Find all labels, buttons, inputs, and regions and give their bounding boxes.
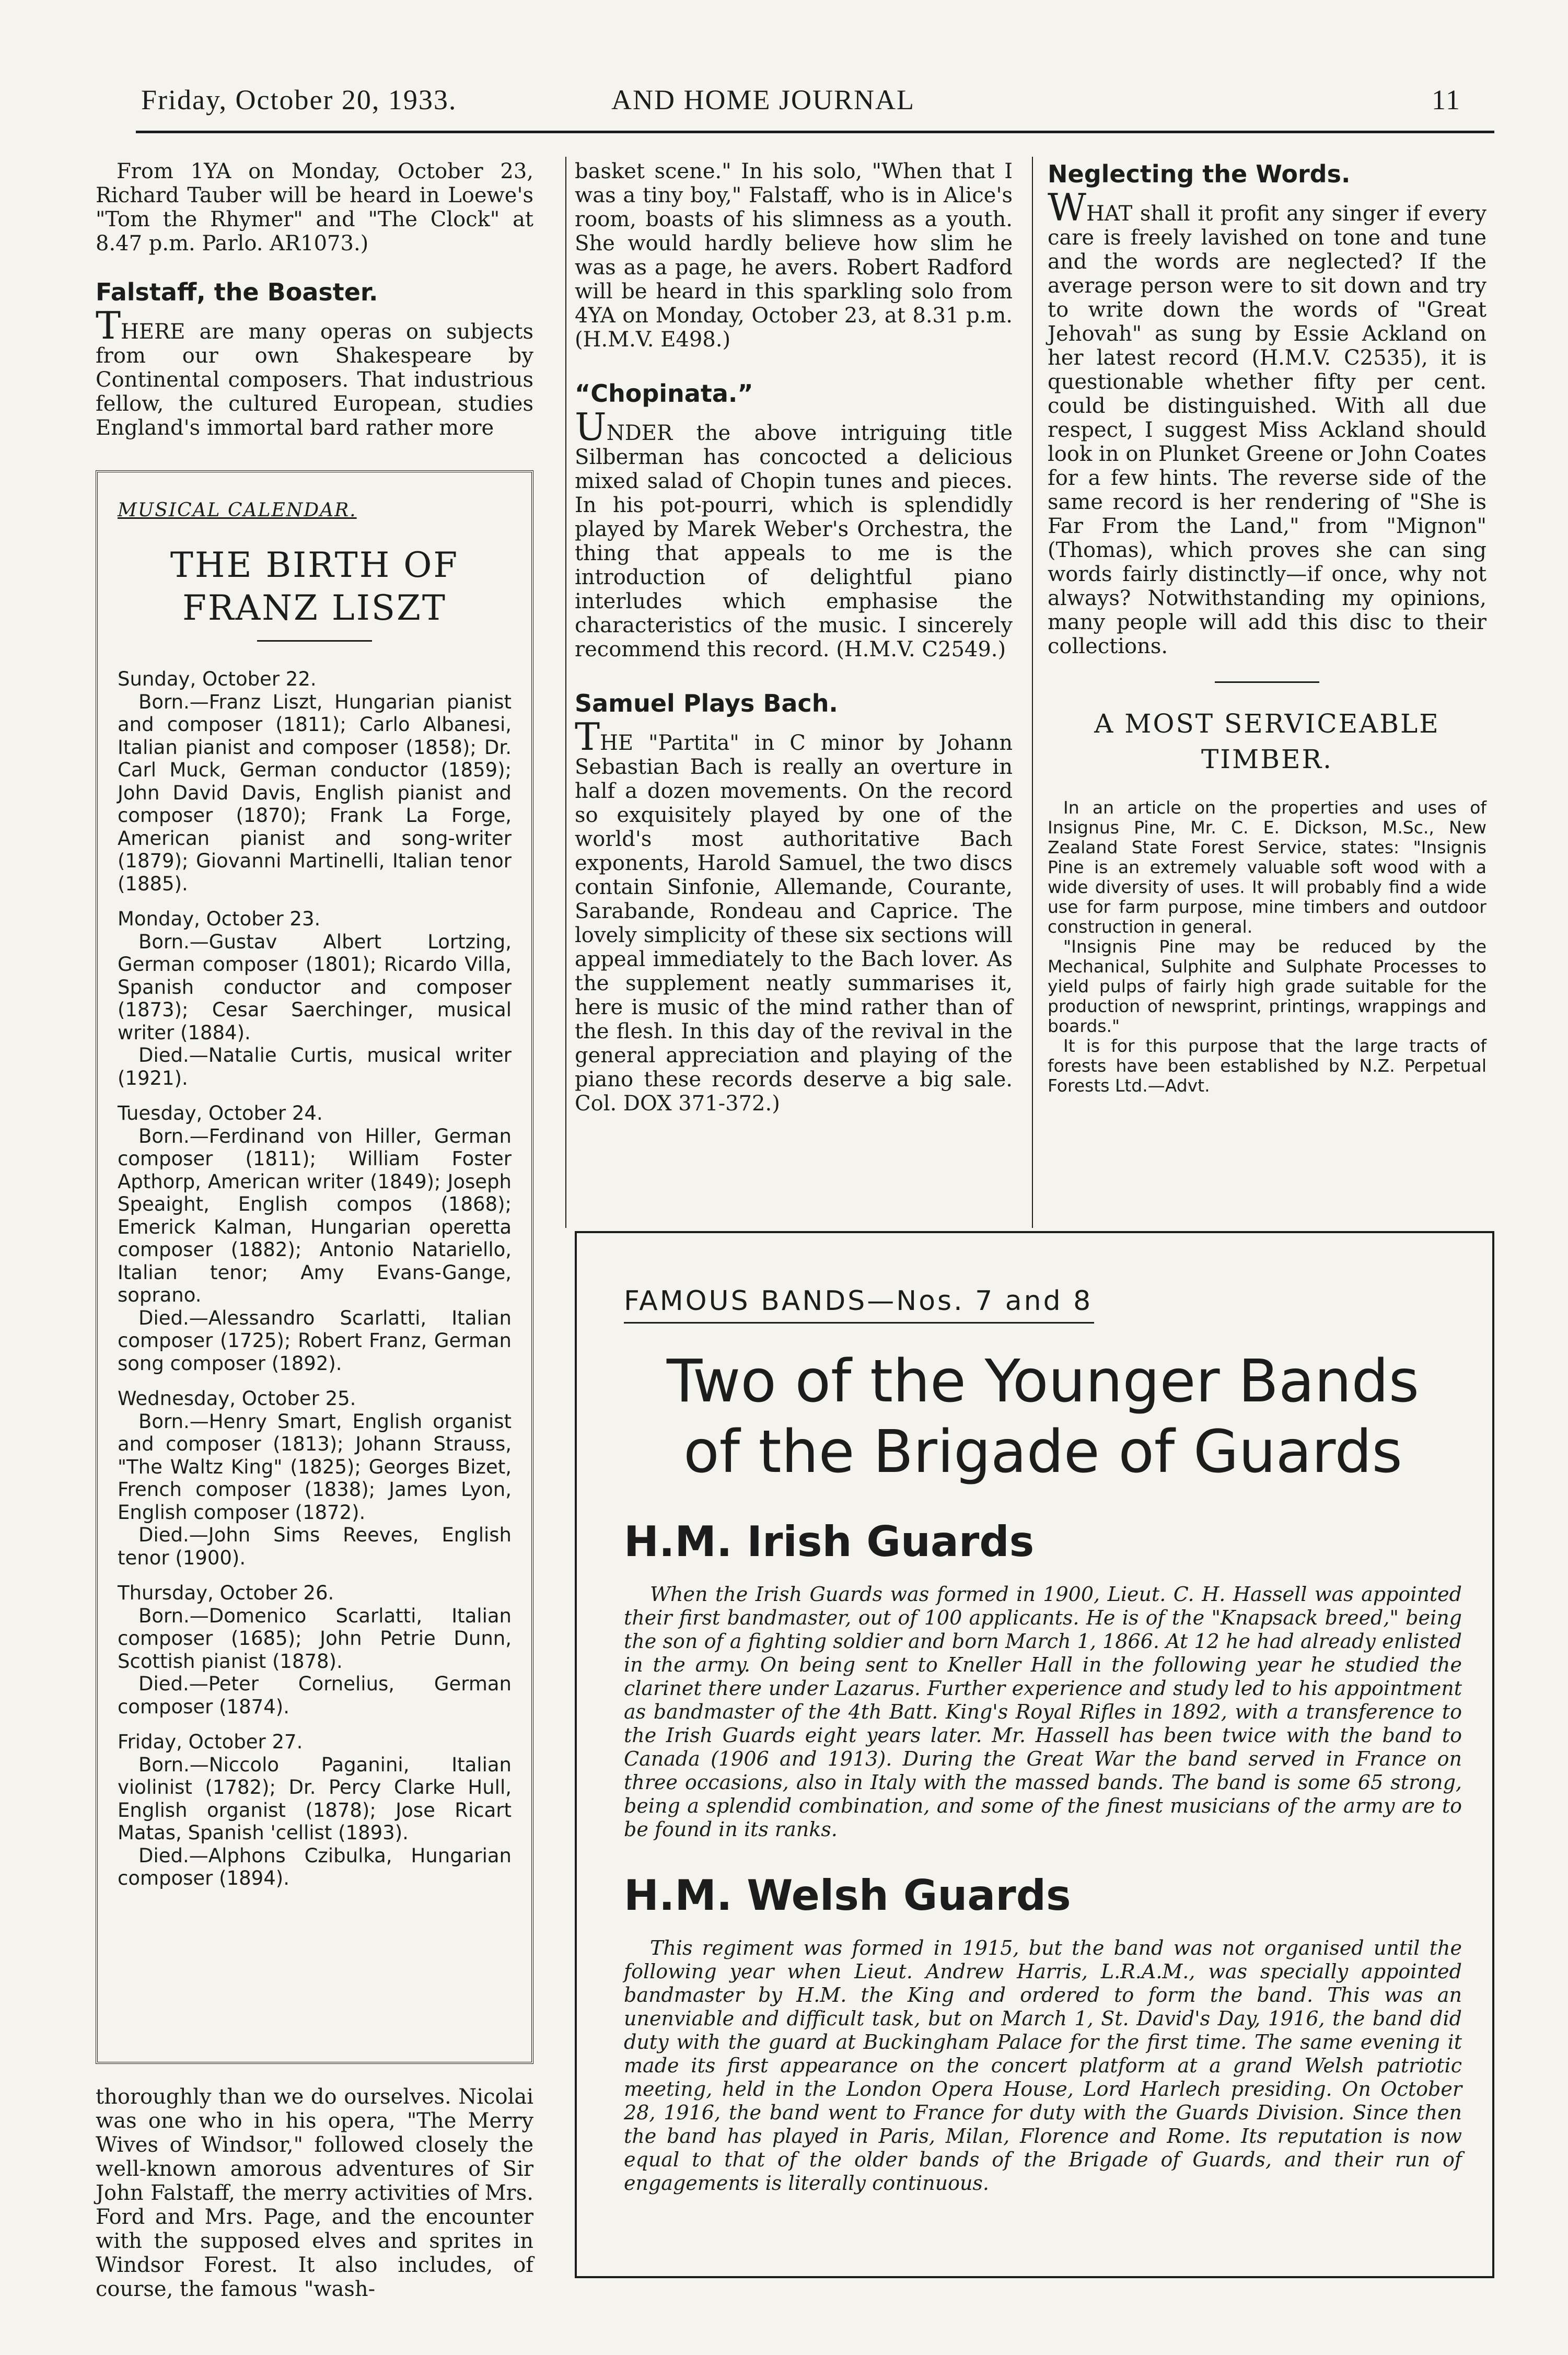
timber-advert-text-2: "Insignis Pine may be reduced by the Mechanical, Sulphite and Sulphate Processes to yield pulps of fairly high grade suitable for the production of newsprint, printings, wrappings and boards."	[1048, 936, 1486, 1036]
famous-bands-box	[575, 1231, 1494, 2278]
bands-title-line1: Two of the Younger Bands	[666, 1348, 1420, 1416]
neglecting-words-heading: Neglecting the Words.	[1048, 160, 1351, 188]
calendar-entry: Died.—Peter Cornelius, German composer (1874).	[118, 1673, 512, 1718]
calendar-title-rule	[257, 640, 372, 642]
calendar-day-heading: Thursday, October 26.	[118, 1582, 334, 1604]
page-header	[141, 84, 1479, 125]
calendar-title-line1: THE BIRTH OF	[170, 545, 459, 585]
header-journal-title: AND HOME JOURNAL	[611, 84, 915, 115]
calendar-entry: Died.—Natalie Curtis, musical writer (1921).	[118, 1044, 512, 1089]
falstaff-heading: Falstaff, the Boaster.	[96, 278, 378, 306]
calendar-day-heading: Wednesday, October 25.	[118, 1387, 356, 1410]
calendar-entry: Died.—Alphons Czibulka, Hungarian composer (1894).	[118, 1844, 512, 1889]
calendar-title-line2: FRANZ LISZT	[182, 588, 447, 628]
calendar-title	[118, 544, 512, 630]
calendar-day-heading: Tuesday, October 24.	[118, 1102, 323, 1124]
column-3	[1048, 159, 1486, 1096]
series-underline	[624, 1322, 1094, 1324]
timber-title-line1: A MOST SERVICEABLE	[1094, 709, 1440, 739]
calendar-entry: Born.—Gustav Albert Lortzing, German composer (1801); Ricardo Villa, Spanish conductor and composer (1873); Cesar Saerchinger, musical writer (1884).	[118, 930, 512, 1044]
header-rule	[136, 131, 1494, 133]
timber-advert-title	[1048, 706, 1486, 777]
column-divider-1	[565, 157, 566, 1228]
welsh-guards-text: This regiment was formed in 1915, but the band was not organised until the following year when Lieut. Andrew Harris, L.R.A.M., was specially appointed bandmaster by H.M. the King and ordered to form the band. This was an unenviable and difficult task, but on March 1, St. David's Day, 1916, the band did duty with the guard at Buckingham Palace for the first time. The same evening it made its first appearance on the concert platform at a grand Welsh patriotic meeting, held in the London Opera House, Lord Harlech presiding. On October 28, 1916, the band went to France for duty with the Guards Division. Since then the band has played in Paris, Milan, Florence and Rome. Its reputation is now equal to that of the older bands of the Brigade of Guards, and their run of engagements is literally continuous.	[624, 1936, 1462, 2195]
timber-title-line2: TIMBER.	[1201, 744, 1333, 774]
chopinata-heading: “Chopinata.”	[575, 379, 753, 408]
timber-advert-text-3: It is for this purpose that the large tracts of forests have been established by N.Z. Perpetual Forests Ltd.—Advt.	[1048, 1036, 1486, 1096]
welsh-guards-heading: H.M. Welsh Guards	[624, 1871, 1071, 1920]
calendar-entry: Born.—Niccolo Paganini, Italian violinist (1782); Dr. Percy Clarke Hull, English organist (1878); Jose Ricart Matas, Spanish 'cellist (1893).	[118, 1753, 512, 1844]
calendar-wednesday	[118, 1387, 512, 1569]
calendar-entry: Born.—Henry Smart, English organist and composer (1813); Johann Strauss, "The Waltz King" (1825); Georges Bizet, French composer (1838); James Lyon, English composer (1872).	[118, 1410, 512, 1524]
calendar-tuesday	[118, 1102, 512, 1375]
calendar-friday	[118, 1731, 512, 1890]
header-page-number: 11	[1432, 84, 1461, 115]
column-divider-2	[1032, 157, 1033, 1228]
calendar-entry: Died.—John Sims Reeves, English tenor (1900).	[118, 1524, 512, 1569]
calendar-day-heading: Friday, October 27.	[118, 1731, 303, 1753]
irish-guards-heading: H.M. Irish Guards	[624, 1517, 1035, 1566]
samuel-heading: Samuel Plays Bach.	[575, 689, 838, 717]
falstaff-paragraph-start: THERE are many operas on subjects from our own Shakespeare by Continental composers. That industrious fellow, the cultured European, studies England's immortal bard rather more	[96, 304, 533, 440]
tauber-note: From 1YA on Monday, October 23, Richard Tauber will be heard in Loewe's "Tom the Rhymer" and "The Clock" at 8.47 p.m. Parlo. AR1073.)	[96, 159, 533, 256]
calendar-monday	[118, 908, 512, 1089]
irish-guards-text: When the Irish Guards was formed in 1900, Lieut. C. H. Hassell was appointed their first bandmaster, out of 100 applicants. He is of the "Knapsack breed," being the son of a fighting soldier and born March 1, 1866. At 12 he had already enlisted in the army. On being sent to Kneller Hall in the following year he studied the clarinet there under Lazarus. Further experience and study led to his appointment as bandmaster of the 4th Batt. King's Royal Rifles in 1892, with a transference to the Irish Guards eight years later. Mr. Hassell has been twice with the band to Canada (1906 and 1913). During the Great War the band served in France on three occasions, also in Italy with the massed bands. The band is some 65 strong, being a splendid combination, and some of the finest musicians of the army are to be found in its ranks.	[624, 1583, 1462, 1841]
chopinata-paragraph: UNDER the above intriguing title Silberman has concocted a delicious mixed salad of Chopin tunes and pieces. In his pot-pourri, which is splendidly played by Marek Weber's Orchestra, the thing that appeals to me is the introduction of delightful piano interludes which emphasise the characteristics of the music. I sincerely recommend this record. (H.M.V. C2549.)	[575, 405, 1013, 662]
samuel-paragraph: THE "Partita" in C minor by Johann Sebastian Bach is really an overture in half a dozen movements. On the record so exquisitely played by one of the world's most authoritative Bach exponents, Harold Samuel, the two discs contain Sinfonie, Allemande, Courante, Sarabande, Rondeau and Caprice. The lovely simplicity of these six sections will appeal immediately to the Bach lover. As the supplement neatly summarises it, here is music of the mind rather than of the flesh. In this day of the revival in the general appreciation and playing of the piano these records deserve a big sale. Col. DOX 371-372.)	[575, 715, 1013, 1116]
header-date: Friday, October 20, 1933.	[141, 84, 457, 115]
calendar-entry: Born.—Ferdinand von Hiller, German composer (1811); William Foster Apthorp, American writer (1849); Joseph Speaight, English compos (1868); Emerick Kalman, Hungarian operetta composer (1882); Antonio Natariello, Italian tenor; Amy Evans-Gange, soprano.	[118, 1124, 512, 1306]
calendar-entry: Died.—Alessandro Scarlatti, Italian composer (1725); Robert Franz, German song composer (1892).	[118, 1306, 512, 1375]
bands-feature-title	[624, 1347, 1462, 1488]
falstaff-paragraph-continued: thoroughly than we do ourselves. Nicolai was one who in his opera, "The Merry Wives of Windsor," followed closely the well-known amorous adventures of Sir John Falstaff, the merry activities of Mrs. Ford and Mrs. Page, and the encounter with the supposed elves and sprites in Windsor Forest. It also includes, of course, the famous "wash-	[96, 2085, 533, 2301]
musical-calendar-box	[96, 470, 533, 2064]
timber-advert-text-1: In an article on the properties and uses of Insignus Pine, Mr. C. E. Dickson, M.Sc., New Zealand State Forest Service, states: "Insignis Pine is an extremely valuable soft wood with a wide diversity of uses. It will probably find a wide use for farm purpose, mine timbers and outdoor construction in general.	[1048, 797, 1486, 937]
calendar-thursday	[118, 1582, 512, 1718]
calendar-entry: Born.—Franz Liszt, Hungarian pianist and composer (1811); Carlo Albanesi, Italian pianist and composer (1858); Dr. Carl Muck, German conductor (1859); John David Davis, English pianist and composer (1870); Frank La Forge, American pianist and song-writer (1879); Giovanni Martinelli, Italian tenor (1885).	[118, 690, 512, 895]
calendar-day-heading: Monday, October 23.	[118, 908, 321, 930]
calendar-label: MUSICAL CALENDAR.	[118, 500, 357, 521]
calendar-day-heading: Sunday, October 22.	[118, 668, 317, 690]
neglecting-words-paragraph: WHAT shall it profit any singer if every care is freely lavished on tone and tune and the words are neglected? If the average person were to sit down and try to write down the words of "Great Jehovah" as sung by Essie Ackland on her latest record (H.M.V. C2535), it is questionable whether fifty per cent. could be distinguished. With all due respect, I suggest Miss Ackland should look in on Plunket Greene or John Coates for a few hints. The reverse side of the same record is her rendering of "She is Far From the Land," from "Mignon" (Thomas), which proves she can sing words fairly distinctly—if once, why not always? Notwithstanding my opinions, many people will add this disc to their collections.	[1048, 185, 1486, 658]
section-rule	[1215, 681, 1319, 683]
column-2	[575, 159, 1013, 1116]
bands-title-line2: of the Brigade of Guards	[683, 1418, 1402, 1486]
column-1-top	[96, 159, 533, 440]
radford-paragraph: basket scene." In his solo, "When that I was a tiny boy," Falstaff, who is in Alice's room, boasts of his slimness as a youth. She would hardly believe how slim he was as a page, he avers. Robert Radford will be heard in this sparkling solo from 4YA on Monday, October 23, at 8.31 p.m. (H.M.V. E498.)	[575, 159, 1013, 352]
column-1-bottom	[96, 2085, 533, 2301]
calendar-sunday	[118, 668, 512, 895]
calendar-entry: Born.—Domenico Scarlatti, Italian composer (1685); John Petrie Dunn, Scottish pianist (1878).	[118, 1604, 512, 1673]
famous-bands-series-label: FAMOUS BANDS—Nos. 7 and 8	[624, 1285, 1093, 1317]
